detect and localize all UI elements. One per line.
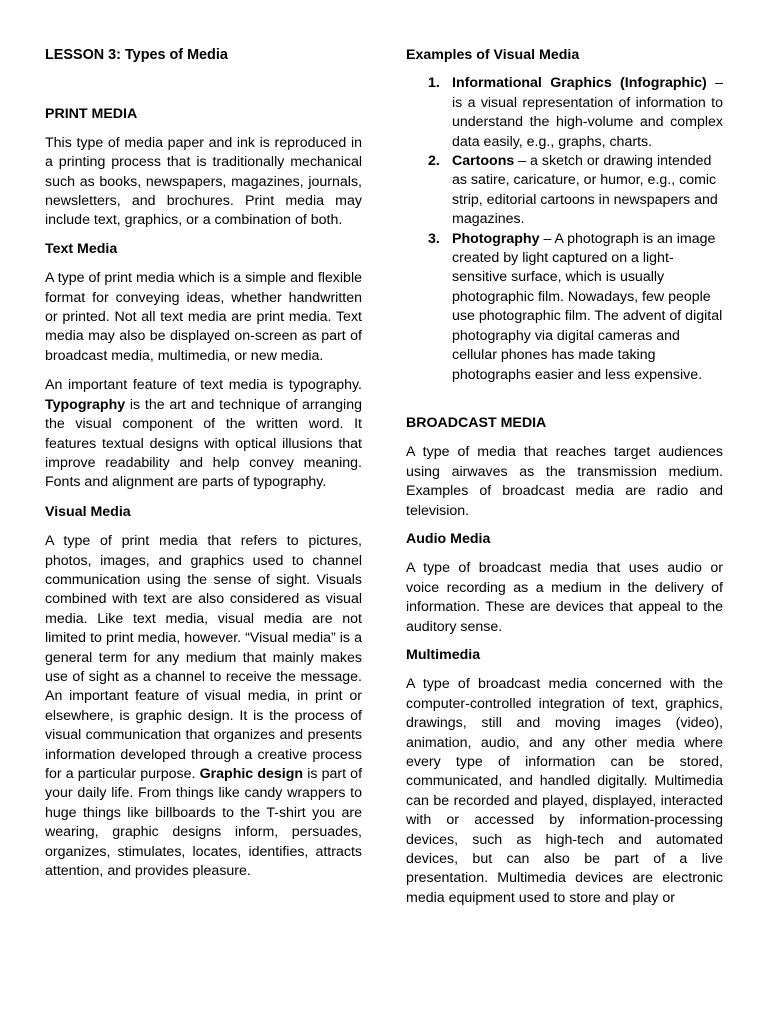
list-item-desc: – A photograph is an image created by light captured on a light-sensitive surface, which is usually photographic film. Nowadays, few people use photographic film. The advent of digital photography via digital cameras and cellular phones has made taking photographs easier and less expensive. [452,230,723,383]
list-item-desc: – a sketch or drawing intended as satire, caricature, or humor, e.g., comic strip, editorial cartoons in newspapers and magazines. [452,153,718,228]
print-media-body: This type of media paper and ink is reproduced in a printing process that is traditionally mechanical such as books, newspapers, magazines, journals, newsletters, and brochures. Print media may include text, graphics, or a combination of both. [45,134,362,229]
list-item-number: 2. [428,153,440,170]
graphic-design-term: Graphic design [199,766,304,782]
visual-media-heading: Visual Media [45,503,131,520]
list-item [406,152,723,230]
list-item-number: 3. [428,230,440,247]
list-item [406,74,723,152]
audio-media-heading: Audio Media [406,530,491,547]
broadcast-media-body: A type of media that reaches target audiences using airwaves as the transmission medium. Examples of broadcast media are radio and television. [406,444,723,519]
list-item-term: Informational Graphics (Infographic) [452,75,707,92]
examples-heading: Examples of Visual Media [406,47,580,63]
text-media-body-2-pre: An important feature of text media is typography. [45,377,362,394]
list-item-desc: – is a visual representation of information to understand the high-volume and complex data easily, e.g., graphs, charts. [452,75,723,150]
text-media-heading: Text Media [45,240,118,257]
text-media-body-1: A type of print media which is a simple and flexible format for conveying ideas, whether handwritten or printed. Not all text media are print media. Text media may also be displayed on-screen as part of broadcast media, multimedia, or new media. [45,270,362,364]
broadcast-media-heading: BROADCAST MEDIA [406,414,547,431]
list-item-term: Cartoons [452,153,515,170]
text-media-body-2-post: is the art and technique of arranging the visual component of the written word. It features textual designs with optical illusions that improve readability and help convey meaning. Fonts and alignment are parts of typography. [45,396,362,491]
audio-media-body: A type of broadcast media that uses audio or voice recording as a medium in the delivery of information. These are devices that appeal to the auditory sense. [406,560,723,635]
text-media-body-2 [45,376,362,492]
lesson-title: LESSON 3: Types of Media [45,47,228,63]
visual-media-body-post: is part of your daily life. From things like candy wrappers to huge things like billboards to the T-shirt you are wearing, graphic designs inform, persuades, organizes, stimulates, locates, identifies, attracts attention, and provides pleasure. [45,766,363,880]
multimedia-heading: Multimedia [406,646,481,663]
typography-term: Typography [45,396,126,413]
visual-media-body [45,532,362,881]
left-column [45,46,362,881]
list-item-number: 1. [428,75,440,92]
list-item [406,230,723,385]
examples-list [406,74,723,385]
list-item-term: Photography [452,230,540,247]
right-column [406,46,723,908]
visual-media-body-pre: A type of print media that refers to pictures, photos, images, and graphics used to channel communication using the sense of sight. Visuals combined with text are also considered as visual media. Like text media, visual media are not limited to print media, however. “Visual media” is a general term for any medium that mainly makes use of sight as a channel to receive the message. An important feature of visual media, in print or elsewhere, is graphic design. It is the process of visual communication that organizes and presents information developed through a creative process for a particular purpose. [45,533,362,782]
multimedia-body: A type of broadcast media concerned with the computer-controlled integration of text, graphics, drawings, still and moving images (video), animation, audio, and any other media where every type of information can be stored, communicated, and handled digitally. Multimedia can be recorded and played, displayed, interacted with or accessed by information-processing devices, such as high-tech and automated devices, but can also be part of a live presentation. Multimedia devices are electronic media equipment used to store and play or [406,676,723,906]
print-media-heading: PRINT MEDIA [45,106,138,123]
